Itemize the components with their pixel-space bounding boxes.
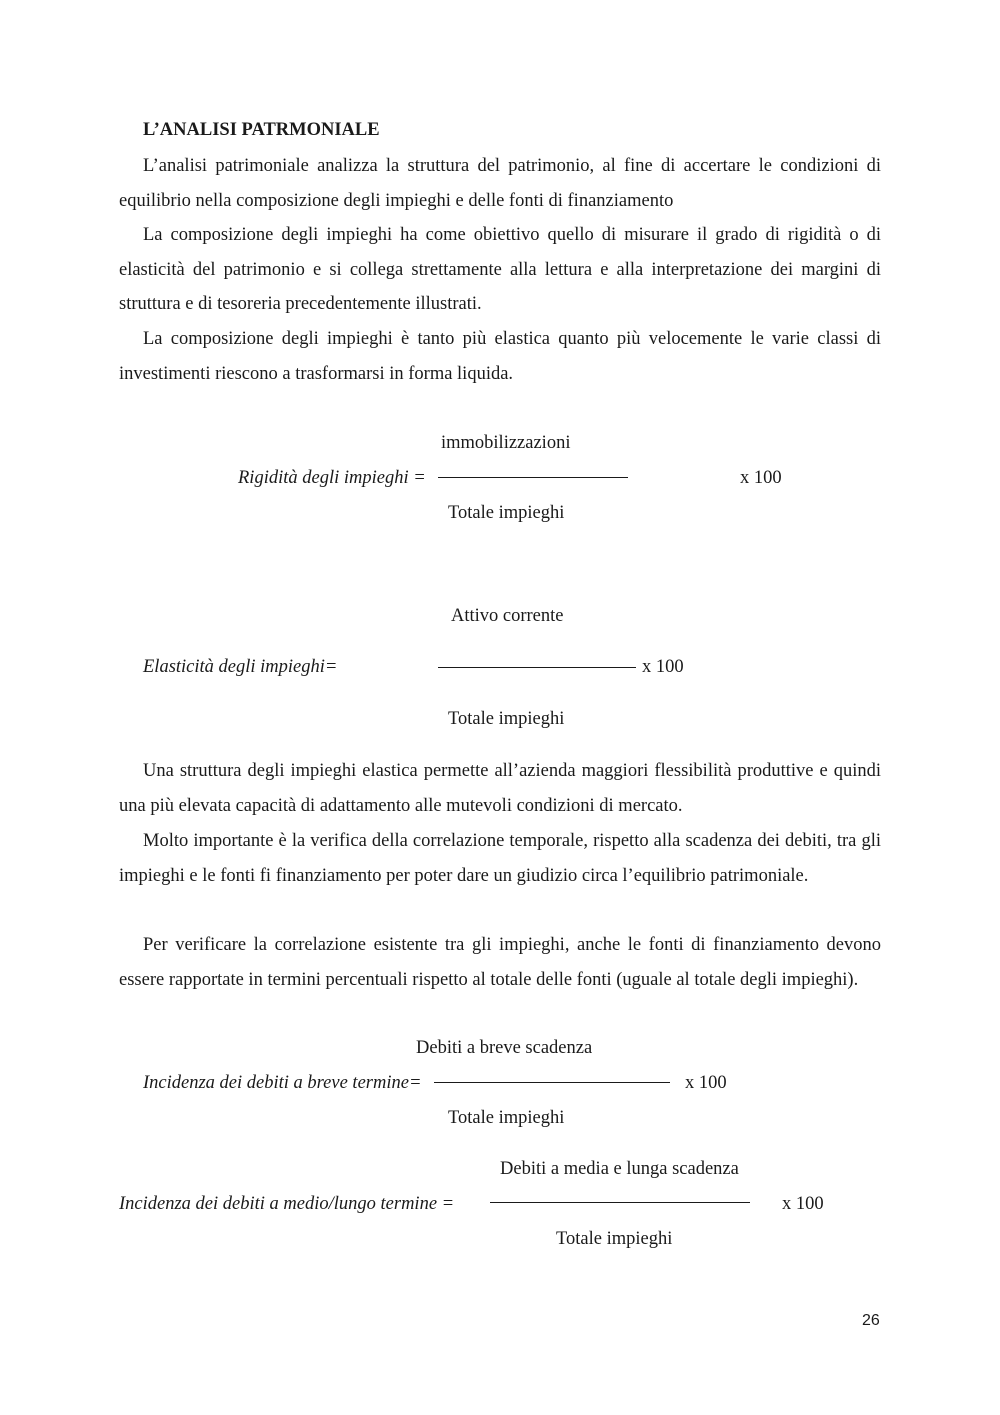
fraction-line [438, 667, 636, 668]
formula-multiplier: x 100 [740, 468, 782, 488]
formula-multiplier: x 100 [685, 1073, 727, 1093]
formula-denominator: Totale impieghi [448, 503, 565, 523]
paragraph-correlation: Molto importante è la verifica della correlazione temporale, rispetto alla scadenza dei debiti, tra gli impieghi e le fonti fi finanziamento per poter dare un giudizio circa l’equilibrio patrimoniale. [119, 831, 881, 886]
page-number: 26 [862, 1312, 880, 1329]
formula-label: Elasticità degli impieghi= [143, 657, 338, 677]
section-heading: L’ANALISI PATRMONIALE [143, 120, 380, 140]
paragraph-verification: Per verificare la correlazione esistente tra gli impieghi, anche le fonti di finanziamento devono essere rapportate in termini percentuali rispetto al totale delle fonti (uguale al totale degli impieghi). [119, 935, 881, 990]
paragraph-intro: L’analisi patrimoniale analizza la struttura del patrimonio, al fine di accertare le condizioni di equilibrio nella composizione degli impieghi e delle fonti di finanziamento [119, 156, 881, 211]
formula-multiplier: x 100 [782, 1194, 824, 1214]
formula-denominator: Totale impieghi [556, 1229, 673, 1249]
formula-label: Incidenza dei debiti a medio/lungo termine = [119, 1194, 455, 1214]
formula-label: Incidenza dei debiti a breve termine= [143, 1073, 422, 1093]
fraction-line [490, 1202, 750, 1203]
paragraph-composition: La composizione degli impieghi ha come obiettivo quello di misurare il grado di rigidità o di elasticità del patrimonio e si collega strettamente alla lettura e alla interpretazione dei margini di struttura e di tesoreria precedentemente illustrati. [119, 225, 881, 314]
formula-numerator: Attivo corrente [451, 606, 564, 626]
formula-multiplier: x 100 [642, 657, 684, 677]
paragraph-structure: Una struttura degli impieghi elastica permette all’azienda maggiori flessibilità produttive e quindi una più elevata capacità di adattamento alle mutevoli condizioni di mercato. [119, 761, 881, 816]
fraction-line [438, 477, 628, 478]
formula-numerator: Debiti a media e lunga scadenza [500, 1159, 739, 1179]
fraction-line [434, 1082, 670, 1083]
formula-numerator: immobilizzazioni [441, 433, 571, 453]
formula-numerator: Debiti a breve scadenza [416, 1038, 593, 1058]
paragraph-elasticity: La composizione degli impieghi è tanto più elastica quanto più velocemente le varie classi di investimenti riescono a trasformarsi in forma liquida. [119, 329, 881, 384]
formula-denominator: Totale impieghi [448, 709, 565, 729]
formula-denominator: Totale impieghi [448, 1108, 565, 1128]
formula-label: Rigidità degli impieghi = [238, 468, 426, 488]
